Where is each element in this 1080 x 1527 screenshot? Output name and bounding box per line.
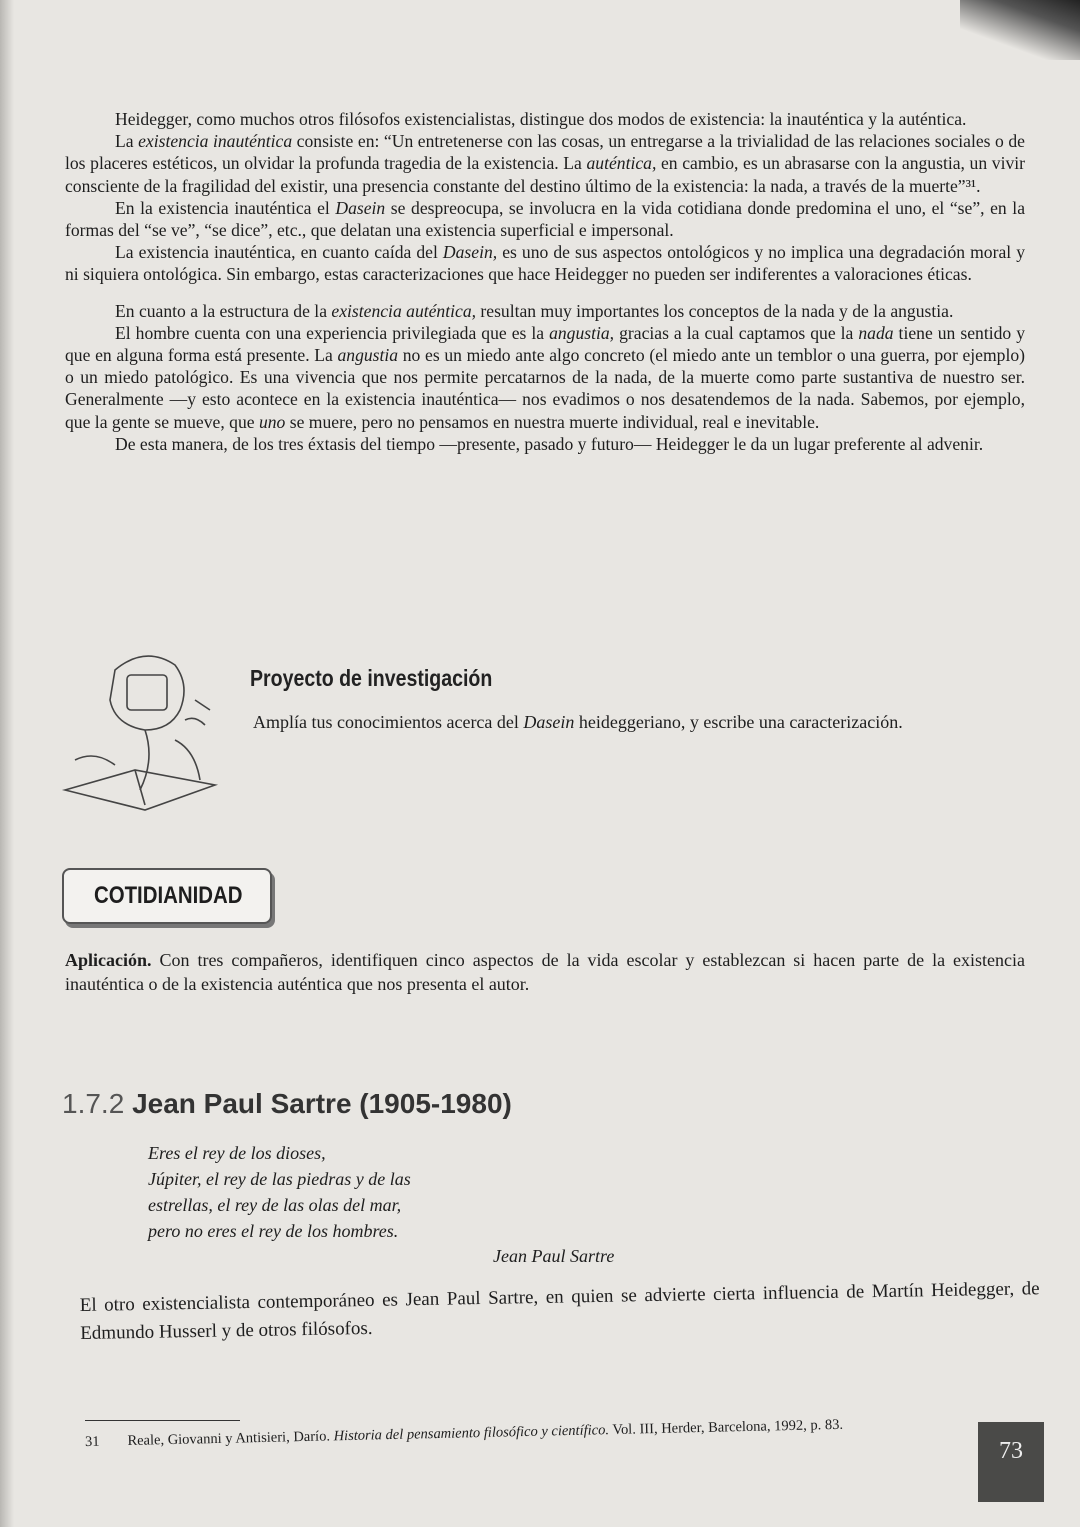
footnote-details: Vol. III, Herder, Barcelona, 1992, p. 83. — [608, 1416, 844, 1439]
paragraph — [65, 130, 1025, 197]
text-segment: consiste en: “Un entretenerse con las cosas, un entregarse a la trivialidad de las relaciones sociales o de los placeres estéticos, un olvidar la profunda tragedia de la existencia. La — [65, 131, 1025, 174]
text-segment: La existencia inauténtica, en cuanto caída del — [115, 242, 443, 263]
text-segment: Heidegger, como muchos otros filósofos existencialistas, distingue dos modos de existencia: la inauténtica y la auténtica. — [115, 109, 967, 129]
poem-line: Júpiter, el rey de las piedras y de las — [148, 1169, 411, 1189]
footnote-divider — [85, 1420, 240, 1421]
application-text: Con tres compañeros, identifiquen cinco aspectos de la vida escolar y establezcan si hacen parte de la existencia inauténtica o de la existencia auténtica que nos presenta el autor. — [65, 950, 1025, 994]
text-segment: tiene un sentido y que en alguna forma está presente. La — [65, 322, 1025, 366]
text-segment: es uno de sus aspectos ontológicos y no implica una degradación moral y ni siquiera ontológica. Sin embargo, estas caracterizaciones que hace Heidegger no pueden ser indiferentes a valoraciones éticas. — [65, 242, 1025, 285]
sartre-paragraph: El otro existencialista contemporáneo es Jean Paul Sartre, en quien se advierte cierta influencia de Martín Heidegger, de Edmundo Husserl y de otros filósofos. — [79, 1278, 1040, 1344]
paragraph — [65, 433, 1025, 455]
italic-text: nada — [858, 322, 894, 343]
project-text-part: heideggeriano, y escribe una caracterización. — [574, 712, 903, 732]
text-segment: en cambio, es un abrasarse con la angustia, un vivir consciente de la fragilidad del existir, una presencia constante del destino último de la existencia: la nada, a través de la muerte”³¹. — [65, 153, 1026, 196]
application-activity — [65, 948, 1025, 996]
text-segment: De esta manera, de los tres éxtasis del tiempo —presente, pasado y futuro— Heidegger le da un lugar preferente al advenir. — [115, 433, 984, 454]
paragraph — [65, 241, 1025, 285]
cotidianidad-label-box — [62, 868, 272, 924]
section-title: Jean Paul Sartre (1905-1980) — [132, 1088, 512, 1119]
italic-text: auténtica, — [586, 153, 657, 174]
footnote-authors: Reale, Giovanni y Antisieri, Darío. — [127, 1428, 334, 1450]
main-text — [65, 108, 1025, 455]
paragraph — [65, 322, 1025, 433]
text-segment: En cuanto a la estructura de la — [115, 300, 332, 321]
text-segment: se muere, pero no pensamos en nuestra muerte individual, real e inevitable. — [285, 411, 820, 432]
paragraph — [65, 197, 1025, 241]
project-text-italic: Dasein — [523, 712, 575, 732]
italic-text: angustia — [337, 345, 399, 366]
poem-line: Eres el rey de los dioses, — [148, 1143, 326, 1163]
page-shadow — [0, 0, 14, 1527]
poem-line: estrellas, el rey de las olas del mar, — [148, 1195, 402, 1215]
project-text-part: Amplía tus conocimientos acerca del — [253, 712, 524, 732]
italic-text: Dasein — [335, 197, 386, 218]
cotidianidad-label: COTIDIANIDAD — [94, 882, 243, 909]
project-text — [253, 712, 903, 733]
poem-line: pero no eres el rey de los hombres. — [148, 1221, 399, 1241]
poem-author: Jean Paul Sartre — [493, 1246, 615, 1266]
italic-text: uno — [258, 411, 286, 432]
text-segment: El hombre cuenta con una experiencia privilegiada que es la — [115, 322, 550, 343]
text-segment: gracias a la cual captamos que la — [614, 322, 859, 343]
text-segment: se despreocupa, se involucra en la vida cotidiana donde predomina el uno, el “se”, en la formas del “se ve”, “se dice”, etc., que delatan una existencia superficial e impersonal. — [65, 197, 1026, 241]
italic-text: angustia, — [549, 322, 615, 343]
text-segment: La — [115, 131, 139, 152]
page-corner-shadow — [960, 0, 1080, 60]
text-segment: resultan muy importantes los conceptos de la nada y de la angustia. — [476, 300, 954, 321]
paragraph — [65, 108, 1025, 130]
page-number: 73 — [978, 1422, 1044, 1502]
section-heading — [62, 1088, 512, 1120]
section-number: 1.7.2 — [62, 1088, 125, 1119]
text-segment: En la existencia inauténtica el — [115, 197, 336, 218]
application-label: Aplicación. — [65, 950, 152, 970]
project-title: Proyecto de investigación — [250, 665, 493, 691]
epigraph-poem — [148, 1140, 411, 1244]
footnote-number: 31 — [84, 1433, 100, 1450]
italic-text: Dasein, — [442, 242, 498, 263]
italic-text: existencia inauténtica — [138, 131, 293, 152]
text-segment: no es un miedo ante algo concreto (el miedo ante un temblor o una guerra, por ejemplo) o un miedo patológico. Es una vivencia que nos permite percatarnos de la nada, de la muerte como parte sustantiva de nuestro ser. Generalmente —y esto acontece en la existencia inauténtica— nos evadimos o nos desatendemos de la nada. Sabemos, por ejemplo, que la gente se mueve, que — [65, 345, 1026, 432]
student-reading-illustration-icon — [55, 640, 260, 820]
footnote — [85, 1417, 843, 1451]
italic-text: existencia auténtica, — [331, 300, 477, 321]
paragraph — [65, 300, 1025, 322]
footnote-title: Historia del pensamiento filosófico y científico. — [333, 1422, 610, 1445]
